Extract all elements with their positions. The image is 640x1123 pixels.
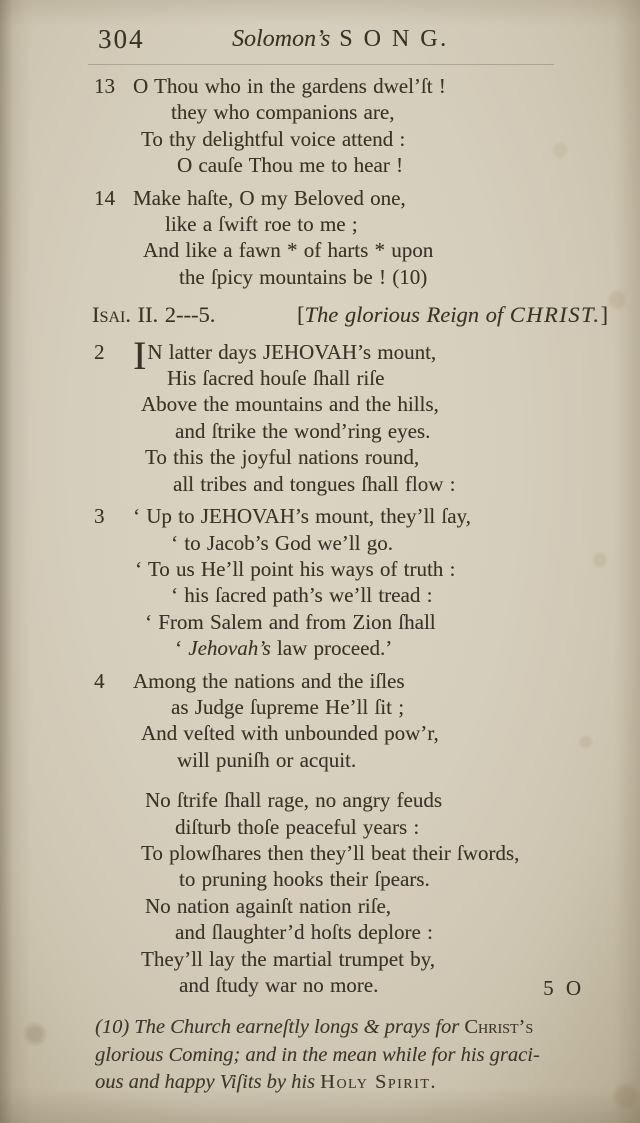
poem-line — [92, 264, 610, 290]
text-segment: N latter days JEHOVAH’s mount, — [147, 339, 437, 364]
text-segment: O Thou who in the gardens dwel’ſt ! — [133, 74, 446, 98]
text-segment: To plowſhares then they’ll beat their ſwords, — [141, 840, 520, 865]
text-segment: ‘ his ſacred path’s we’ll tread : — [171, 583, 433, 608]
text-segment: [ — [297, 302, 305, 328]
text-segment: and ſlaughter’d hoſts deplore : — [175, 920, 433, 945]
section-reference — [92, 302, 215, 328]
text-segment: as Judge ſupreme He’ll ſit ; — [171, 694, 405, 719]
poem-line — [92, 556, 610, 582]
running-title-caps: S O N G. — [339, 26, 449, 52]
section-title — [297, 302, 608, 328]
poem-line — [92, 814, 610, 840]
text-segment: will puniſh or acquit. — [177, 747, 357, 772]
poem-line — [92, 747, 610, 773]
poem-line — [92, 840, 610, 866]
text-segment: No ſtrife ſhall rage, no angry feuds — [145, 788, 442, 813]
poem-line — [92, 972, 610, 998]
text-segment: by his — [261, 1071, 321, 1094]
text-segment: O cauſe Thou me to hear ! — [177, 153, 404, 178]
poem-line — [92, 609, 610, 635]
text-segment: Christ’s — [464, 1016, 534, 1039]
poem-line — [92, 787, 610, 813]
text-segment: Holy Spirit. — [320, 1071, 437, 1094]
text-segment: ous — [95, 1071, 124, 1094]
text-segment: To this the joyful nations round, — [145, 445, 420, 470]
text-segment: they who companions are, — [171, 100, 395, 125]
poem-line — [92, 211, 610, 237]
poem-line — [92, 530, 610, 556]
poem-line — [92, 720, 610, 746]
poem-line — [92, 471, 610, 497]
poem-line — [92, 126, 610, 152]
drop-cap: I — [133, 332, 147, 378]
poem-line — [92, 152, 610, 178]
text-segment: all tribes and tongues ſhall flow : — [173, 471, 456, 496]
text-segment: And veſted with unbounded pow’r, — [141, 721, 439, 746]
verse-number: 13 — [94, 74, 115, 98]
text-segment: His ſacred houſe ſhall riſe — [167, 366, 385, 391]
verse-number: 2 — [94, 339, 105, 364]
stanza — [92, 73, 610, 179]
text-segment: ‘ From Salem and from Zion ſhall — [145, 609, 436, 634]
poem-line — [92, 418, 610, 444]
poem-line — [92, 946, 610, 972]
text-segment: Make haſte, O my Beloved one, — [133, 185, 406, 210]
stanza — [92, 668, 610, 774]
text-segment: ‘ To us He’ll point his ways of truth : — [135, 556, 456, 581]
poem-line — [92, 866, 610, 892]
verse-number: 14 — [94, 185, 115, 210]
stanza — [92, 503, 610, 661]
poem-line — [92, 893, 610, 919]
poem-line — [92, 668, 610, 694]
poem-line — [92, 332, 610, 378]
poem-line — [92, 503, 610, 529]
running-title-italic: Solomon’s — [232, 26, 331, 52]
text-segment: II. 2---5. — [130, 302, 216, 328]
poem-line — [92, 99, 610, 125]
text-segment: Jehovah’s — [188, 636, 271, 661]
poem-line — [92, 582, 610, 608]
page-number: 304 — [98, 24, 145, 54]
text-segment: ‘ — [175, 636, 189, 661]
text-segment: Church — [170, 1016, 231, 1039]
poem-line — [92, 365, 610, 391]
text-segment: ‘ Up to JEHOVAH’s mount, they’ll ſay, — [133, 504, 471, 529]
text-segment: ‘ to Jacob’s God we’ll go. — [171, 530, 393, 555]
text-segment: Above the mountains and the hills, — [141, 392, 439, 417]
poem-line — [92, 919, 610, 945]
stanza — [92, 185, 610, 291]
text-segment: Among the nations and the iſles — [133, 668, 405, 693]
poem-line — [92, 635, 610, 661]
signature-mark: 5 O — [543, 976, 584, 1000]
text-segment: to pruning hooks their ſpears. — [179, 867, 430, 892]
poem-line — [92, 391, 610, 417]
poem — [92, 73, 610, 998]
footnote-line — [95, 1014, 610, 1042]
text-segment: diſturb thoſe peaceful years : — [175, 814, 420, 839]
text-segment: They’ll lay the martial trumpet by, — [141, 946, 436, 971]
poem-line — [92, 237, 610, 263]
page-header — [0, 22, 640, 62]
stanza — [92, 332, 610, 497]
poem-line — [92, 444, 610, 470]
text-segment: and happy — [123, 1071, 220, 1094]
verse-number: 3 — [94, 504, 105, 529]
text-segment: And like a fawn * of harts * upon — [143, 238, 434, 263]
text-segment: CHRIST. — [509, 302, 601, 328]
text-segment: earneſtly longs & prays for — [230, 1016, 465, 1039]
footnote-line — [95, 1042, 610, 1070]
verse-number: 4 — [94, 668, 105, 693]
text-segment: Isai. — [92, 302, 131, 328]
poem-line — [92, 185, 610, 211]
text-segment: law proceed.’ — [270, 636, 393, 661]
text-segment: the ſpicy mountains be ! (10) — [179, 264, 428, 289]
text-segment: like a ſwift roe to me ; — [165, 212, 358, 237]
text-segment: graci- — [489, 1043, 540, 1066]
header-rule — [88, 64, 554, 65]
poem-line — [92, 73, 610, 99]
text-segment: and ſtrike the wond’ring eyes. — [175, 418, 431, 443]
text-segment: glorious Coming; — [95, 1043, 241, 1066]
poem-line — [92, 694, 610, 720]
footnote — [95, 1014, 610, 1097]
text-segment: (10) The — [95, 1016, 171, 1039]
footnote-line — [95, 1069, 610, 1097]
stanza — [92, 787, 610, 998]
text-segment: Viſits — [219, 1071, 262, 1094]
text-segment: To thy delightful voice attend : — [141, 126, 406, 151]
text-segment: No nation againſt nation riſe, — [145, 893, 392, 918]
text-segment: The glorious Reign of — [304, 302, 510, 328]
text-segment: ] — [600, 302, 608, 328]
running-title — [232, 26, 449, 53]
text-segment: and in the mean while for his — [240, 1043, 490, 1066]
section-heading — [92, 302, 608, 328]
text-segment: and ſtudy war no more. — [179, 973, 379, 997]
